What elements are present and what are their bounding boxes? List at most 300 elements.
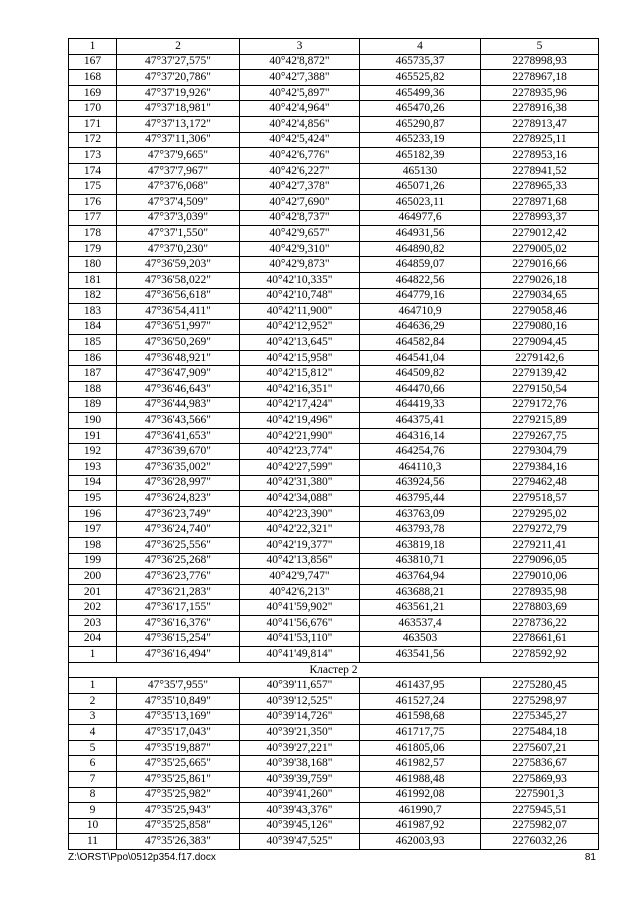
table-cell: 465023,11 [360, 194, 481, 210]
table-cell: 461437,95 [360, 678, 481, 694]
table-cell: 40°42'31,380" [240, 475, 360, 491]
table-cell: 47°35'25,982" [117, 787, 240, 803]
table-row [69, 631, 599, 647]
table-cell: 2279142,6 [481, 350, 599, 366]
table-cell: 465071,26 [360, 179, 481, 195]
table-cell: 2279058,46 [481, 304, 599, 320]
table-cell: 2275945,51 [481, 803, 599, 819]
table-cell: 461805,06 [360, 740, 481, 756]
table-cell: 47°35'26,383" [117, 834, 240, 850]
table-cell: 40°42'21,990" [240, 428, 360, 444]
table-row [69, 506, 599, 522]
table-cell: 2279215,89 [481, 413, 599, 429]
table-cell: 2275298,97 [481, 693, 599, 709]
table-cell: 461598,68 [360, 709, 481, 725]
table-cell: 463561,21 [360, 600, 481, 616]
table-cell: 188 [69, 382, 117, 398]
table-cell: 47°37'13,172" [117, 116, 240, 132]
table-cell: 40°41'56,676" [240, 615, 360, 631]
table-cell: 40°42'22,321" [240, 522, 360, 538]
table-cell: 463795,44 [360, 491, 481, 507]
coordinates-table [68, 38, 599, 850]
table-row [69, 54, 599, 70]
table-cell: 47°36'59,203" [117, 257, 240, 273]
table-row [69, 132, 599, 148]
table-cell: 10 [69, 818, 117, 834]
table-cell: 40°39'11,657" [240, 678, 360, 694]
table-cell: 40°39'27,221" [240, 740, 360, 756]
table-cell: 40°42'6,213" [240, 584, 360, 600]
table-cell: 47°36'25,268" [117, 553, 240, 569]
table-cell: 464470,66 [360, 382, 481, 398]
table-row [69, 522, 599, 538]
table-cell: 2276032,26 [481, 834, 599, 850]
table-cell: 40°42'13,856" [240, 553, 360, 569]
table-cell: 11 [69, 834, 117, 850]
table-cell: 464254,76 [360, 444, 481, 460]
header-cell: 5 [481, 39, 599, 55]
table-cell: 40°39'43,376" [240, 803, 360, 819]
table-cell: 2278736,22 [481, 615, 599, 631]
table-cell: 192 [69, 444, 117, 460]
table-cell: 167 [69, 54, 117, 70]
table-row [69, 771, 599, 787]
table-cell: 202 [69, 600, 117, 616]
table-cell: 3 [69, 709, 117, 725]
table-row [69, 163, 599, 179]
table-cell: 2279034,65 [481, 288, 599, 304]
table-cell: 203 [69, 615, 117, 631]
table-cell: 40°39'47,525" [240, 834, 360, 850]
table-cell: 47°36'21,283" [117, 584, 240, 600]
table-cell: 172 [69, 132, 117, 148]
table-cell: 47°36'16,494" [117, 647, 240, 663]
coordinates-table-body [69, 39, 599, 850]
table-cell: 1 [69, 647, 117, 663]
table-cell: 40°42'8,737" [240, 210, 360, 226]
table-cell: 2279272,79 [481, 522, 599, 538]
table-cell: 47°36'44,983" [117, 397, 240, 413]
table-cell: 2279012,42 [481, 226, 599, 242]
table-cell: 1 [69, 678, 117, 694]
table-cell: 47°36'47,909" [117, 366, 240, 382]
table-row [69, 288, 599, 304]
table-cell: 465290,87 [360, 116, 481, 132]
table-row [69, 615, 599, 631]
table-cell: 40°42'6,776" [240, 148, 360, 164]
table-cell: 463924,56 [360, 475, 481, 491]
table-cell: 47°35'7,955" [117, 678, 240, 694]
table-cell: 40°42'4,856" [240, 116, 360, 132]
table-cell: 2275901,3 [481, 787, 599, 803]
table-cell: 461990,7 [360, 803, 481, 819]
table-row [69, 693, 599, 709]
table-cell: 40°41'59,902" [240, 600, 360, 616]
table-cell: 464110,3 [360, 460, 481, 476]
table-cell: 464890,82 [360, 241, 481, 257]
table-cell: 464779,16 [360, 288, 481, 304]
table-cell: 9 [69, 803, 117, 819]
table-cell: 463541,56 [360, 647, 481, 663]
table-cell: 464541,04 [360, 350, 481, 366]
table-cell: 2279172,76 [481, 397, 599, 413]
table-cell: 2279267,75 [481, 428, 599, 444]
table-cell: 2278913,47 [481, 116, 599, 132]
table-cell: 2275836,67 [481, 756, 599, 772]
table-cell: 40°42'5,424" [240, 132, 360, 148]
table-cell: 47°35'25,943" [117, 803, 240, 819]
table-cell: 40°42'27,599" [240, 460, 360, 476]
table-row [69, 210, 599, 226]
table-row [69, 257, 599, 273]
table-cell: 6 [69, 756, 117, 772]
table-row [69, 538, 599, 554]
table-cell: 40°42'4,964" [240, 101, 360, 117]
table-cell: 47°37'6,068" [117, 179, 240, 195]
table-cell: 2279304,79 [481, 444, 599, 460]
header-cell: 3 [240, 39, 360, 55]
table-row [69, 803, 599, 819]
table-cell: 465233,19 [360, 132, 481, 148]
table-row [69, 101, 599, 117]
table-cell: 174 [69, 163, 117, 179]
table-cell: 2278941,52 [481, 163, 599, 179]
table-row [69, 725, 599, 741]
table-cell: 187 [69, 366, 117, 382]
table-row [69, 647, 599, 663]
table-cell: 2279005,02 [481, 241, 599, 257]
table-cell: 40°42'7,690" [240, 194, 360, 210]
header-cell: 2 [117, 39, 240, 55]
table-cell: 170 [69, 101, 117, 117]
table-cell: 47°36'46,643" [117, 382, 240, 398]
table-cell: 184 [69, 319, 117, 335]
table-cell: 463763,09 [360, 506, 481, 522]
table-cell: 168 [69, 70, 117, 86]
table-cell: 40°39'14,726" [240, 709, 360, 725]
table-cell: 2279139,42 [481, 366, 599, 382]
table-row [69, 818, 599, 834]
section-title: Кластер 2 [69, 662, 599, 678]
table-cell: 463503 [360, 631, 481, 647]
table-cell: 47°36'23,749" [117, 506, 240, 522]
table-cell: 464636,29 [360, 319, 481, 335]
table-cell: 464316,14 [360, 428, 481, 444]
table-cell: 464977,6 [360, 210, 481, 226]
table-cell: 463810,71 [360, 553, 481, 569]
table-row [69, 272, 599, 288]
table-cell: 40°42'7,378" [240, 179, 360, 195]
table-cell: 183 [69, 304, 117, 320]
table-cell: 40°42'19,377" [240, 538, 360, 554]
table-cell: 2278953,16 [481, 148, 599, 164]
table-cell: 47°36'35,002" [117, 460, 240, 476]
table-cell: 40°42'17,424" [240, 397, 360, 413]
table-row [69, 226, 599, 242]
table-cell: 461527,24 [360, 693, 481, 709]
table-cell: 2275869,93 [481, 771, 599, 787]
table-cell: 47°36'24,823" [117, 491, 240, 507]
table-cell: 173 [69, 148, 117, 164]
table-cell: 193 [69, 460, 117, 476]
table-row [69, 678, 599, 694]
table-cell: 178 [69, 226, 117, 242]
table-cell: 40°42'8,872" [240, 54, 360, 70]
table-cell: 40°42'23,774" [240, 444, 360, 460]
table-cell: 47°36'50,269" [117, 335, 240, 351]
table-cell: 2279094,45 [481, 335, 599, 351]
header-cell: 4 [360, 39, 481, 55]
table-row [69, 335, 599, 351]
table-row [69, 709, 599, 725]
table-cell: 2278998,93 [481, 54, 599, 70]
table-cell: 2275345,27 [481, 709, 599, 725]
table-row [69, 600, 599, 616]
table-cell: 40°42'10,748" [240, 288, 360, 304]
table-row [69, 70, 599, 86]
table-cell: 464509,82 [360, 366, 481, 382]
table-cell: 47°36'58,022" [117, 272, 240, 288]
table-row [69, 397, 599, 413]
table-cell: 47°36'28,997" [117, 475, 240, 491]
table-cell: 2279016,66 [481, 257, 599, 273]
table-cell: 461988,48 [360, 771, 481, 787]
table-cell: 40°39'45,126" [240, 818, 360, 834]
table-cell: 47°37'27,575" [117, 54, 240, 70]
table-cell: 47°37'0,230" [117, 241, 240, 257]
table-cell: 7 [69, 771, 117, 787]
table-cell: 462003,93 [360, 834, 481, 850]
table-cell: 463537,4 [360, 615, 481, 631]
table-cell: 40°39'41,260" [240, 787, 360, 803]
table-row [69, 319, 599, 335]
table-cell: 47°36'54,411" [117, 304, 240, 320]
table-cell: 40°42'23,390" [240, 506, 360, 522]
table-cell: 47°36'56,618" [117, 288, 240, 304]
table-cell: 4 [69, 725, 117, 741]
table-cell: 2278993,37 [481, 210, 599, 226]
table-row [69, 460, 599, 476]
table-cell: 2278935,98 [481, 584, 599, 600]
table-cell: 2279150,54 [481, 382, 599, 398]
footer-file-path: Z:\ORST\Ppo\0512p354.f17.docx [68, 852, 216, 863]
table-cell: 47°36'15,254" [117, 631, 240, 647]
table-cell: 463688,21 [360, 584, 481, 600]
table-cell: 180 [69, 257, 117, 273]
table-cell: 190 [69, 413, 117, 429]
table-cell: 47°35'25,858" [117, 818, 240, 834]
table-cell: 461987,92 [360, 818, 481, 834]
table-cell: 40°42'19,496" [240, 413, 360, 429]
table-cell: 463819,18 [360, 538, 481, 554]
table-cell: 185 [69, 335, 117, 351]
table-cell: 2278971,68 [481, 194, 599, 210]
table-cell: 464822,56 [360, 272, 481, 288]
table-cell: 47°37'9,665" [117, 148, 240, 164]
table-row [69, 491, 599, 507]
table-cell: 47°35'10,849" [117, 693, 240, 709]
table-cell: 8 [69, 787, 117, 803]
table-cell: 47°36'25,556" [117, 538, 240, 554]
table-cell: 47°35'13,169" [117, 709, 240, 725]
table-cell: 2279462,48 [481, 475, 599, 491]
table-cell: 2279518,57 [481, 491, 599, 507]
table-cell: 465525,82 [360, 70, 481, 86]
table-row [69, 740, 599, 756]
table-cell: 47°37'1,550" [117, 226, 240, 242]
table-cell: 2279026,18 [481, 272, 599, 288]
table-cell: 40°42'13,645" [240, 335, 360, 351]
table-row [69, 834, 599, 850]
table-cell: 200 [69, 569, 117, 585]
table-cell: 2275280,45 [481, 678, 599, 694]
table-cell: 464710,9 [360, 304, 481, 320]
table-cell: 464375,41 [360, 413, 481, 429]
table-cell: 2 [69, 693, 117, 709]
table-cell: 2278803,69 [481, 600, 599, 616]
table-cell: 47°37'11,306" [117, 132, 240, 148]
table-cell: 197 [69, 522, 117, 538]
table-cell: 47°35'17,043" [117, 725, 240, 741]
table-cell: 2275607,21 [481, 740, 599, 756]
table-cell: 40°42'5,897" [240, 85, 360, 101]
table-cell: 461982,57 [360, 756, 481, 772]
table-cell: 179 [69, 241, 117, 257]
table-cell: 40°42'15,958" [240, 350, 360, 366]
table-row [69, 304, 599, 320]
table-cell: 47°36'23,776" [117, 569, 240, 585]
table-row [69, 428, 599, 444]
table-cell: 47°36'51,997" [117, 319, 240, 335]
table-cell: 2278592,92 [481, 647, 599, 663]
table-cell: 40°39'12,525" [240, 693, 360, 709]
table-cell: 40°42'9,747" [240, 569, 360, 585]
table-cell: 40°42'12,952" [240, 319, 360, 335]
table-cell: 2275982,07 [481, 818, 599, 834]
table-cell: 465470,26 [360, 101, 481, 117]
table-cell: 47°36'24,740" [117, 522, 240, 538]
table-row [69, 350, 599, 366]
table-cell: 2278935,96 [481, 85, 599, 101]
table-cell: 2278967,18 [481, 70, 599, 86]
table-cell: 47°37'3,039" [117, 210, 240, 226]
table-cell: 2279010,06 [481, 569, 599, 585]
table-row [69, 413, 599, 429]
table-cell: 204 [69, 631, 117, 647]
table-cell: 47°36'16,376" [117, 615, 240, 631]
table-cell: 47°36'48,921" [117, 350, 240, 366]
table-row [69, 444, 599, 460]
table-cell: 40°41'49,814" [240, 647, 360, 663]
table-cell: 181 [69, 272, 117, 288]
table-cell: 47°37'18,981" [117, 101, 240, 117]
table-cell: 47°37'7,967" [117, 163, 240, 179]
table-cell: 2279080,16 [481, 319, 599, 335]
table-cell: 40°42'16,351" [240, 382, 360, 398]
table-cell: 2278661,61 [481, 631, 599, 647]
table-cell: 47°35'19,887" [117, 740, 240, 756]
table-cell: 464419,33 [360, 397, 481, 413]
table-cell: 465182,39 [360, 148, 481, 164]
table-cell: 40°41'53,110" [240, 631, 360, 647]
table-cell: 191 [69, 428, 117, 444]
table-cell: 465735,37 [360, 54, 481, 70]
table-row [69, 179, 599, 195]
table-cell: 40°42'15,812" [240, 366, 360, 382]
table-cell: 198 [69, 538, 117, 554]
table-cell: 196 [69, 506, 117, 522]
table-cell: 47°35'25,665" [117, 756, 240, 772]
table-cell: 40°42'7,388" [240, 70, 360, 86]
table-row [69, 85, 599, 101]
table-cell: 40°42'9,873" [240, 257, 360, 273]
table-cell: 177 [69, 210, 117, 226]
table-cell: 2278925,11 [481, 132, 599, 148]
table-cell: 5 [69, 740, 117, 756]
page-number: 81 [584, 852, 596, 863]
table-cell: 2278916,38 [481, 101, 599, 117]
table-row [69, 241, 599, 257]
table-cell: 186 [69, 350, 117, 366]
table-cell: 47°37'4,509" [117, 194, 240, 210]
table-cell: 40°39'39,759" [240, 771, 360, 787]
table-cell: 194 [69, 475, 117, 491]
table-cell: 461717,75 [360, 725, 481, 741]
table-header-row [69, 39, 599, 55]
table-cell: 2279384,16 [481, 460, 599, 476]
table-cell: 40°42'9,310" [240, 241, 360, 257]
table-cell: 189 [69, 397, 117, 413]
table-cell: 201 [69, 584, 117, 600]
table-cell: 463793,78 [360, 522, 481, 538]
table-row [69, 194, 599, 210]
table-cell: 464859,07 [360, 257, 481, 273]
table-cell: 47°36'17,155" [117, 600, 240, 616]
table-cell: 40°42'6,227" [240, 163, 360, 179]
table-cell: 40°39'21,350" [240, 725, 360, 741]
table-cell: 40°42'11,900" [240, 304, 360, 320]
table-cell: 465130 [360, 163, 481, 179]
header-cell: 1 [69, 39, 117, 55]
table-cell: 2279211,41 [481, 538, 599, 554]
table-cell: 40°42'9,657" [240, 226, 360, 242]
table-cell: 47°35'25,861" [117, 771, 240, 787]
table-cell: 182 [69, 288, 117, 304]
table-row [69, 553, 599, 569]
table-cell: 40°42'10,335" [240, 272, 360, 288]
table-row [69, 787, 599, 803]
table-cell: 169 [69, 85, 117, 101]
table-row [69, 116, 599, 132]
table-cell: 47°37'19,926" [117, 85, 240, 101]
table-cell: 40°39'38,168" [240, 756, 360, 772]
table-cell: 47°37'20,786" [117, 70, 240, 86]
section-row [69, 662, 599, 678]
table-cell: 2279096,05 [481, 553, 599, 569]
table-cell: 40°42'34,088" [240, 491, 360, 507]
table-cell: 2275484,18 [481, 725, 599, 741]
table-cell: 464582,84 [360, 335, 481, 351]
table-row [69, 584, 599, 600]
table-cell: 2279295,02 [481, 506, 599, 522]
table-cell: 171 [69, 116, 117, 132]
table-cell: 47°36'39,670" [117, 444, 240, 460]
table-cell: 2278965,33 [481, 179, 599, 195]
table-row [69, 569, 599, 585]
table-cell: 465499,36 [360, 85, 481, 101]
table-cell: 463764,94 [360, 569, 481, 585]
table-cell: 47°36'41,653" [117, 428, 240, 444]
